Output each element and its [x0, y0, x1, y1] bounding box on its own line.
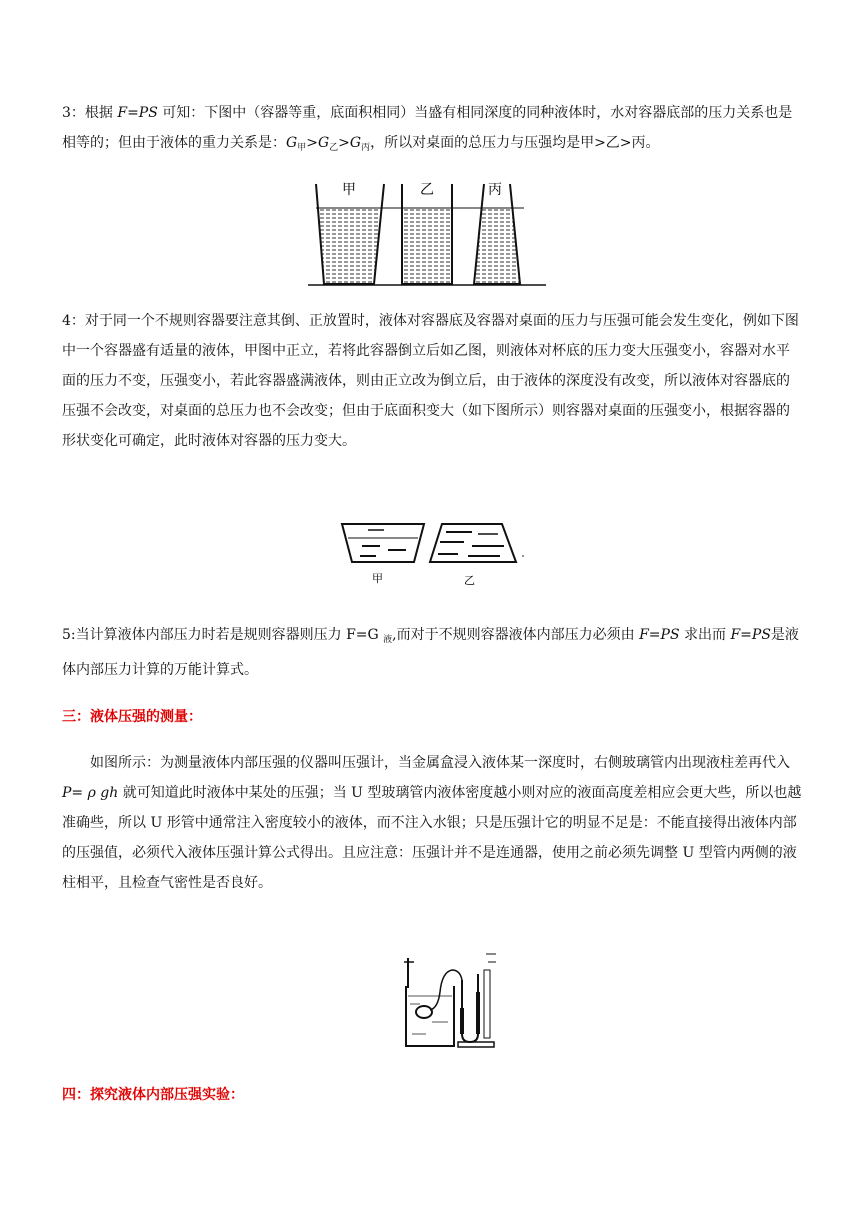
p3-text-a: 可知：下图中（容器等重，底面积相同）当盛有相同深度的同种液体时，水对容器底部的压力关系也是相等的；但由于液体的重力关系是： — [62, 105, 793, 151]
p3-sub1: 甲 — [297, 143, 307, 153]
paragraph-3 — [62, 98, 802, 163]
p3-g2: G — [317, 135, 330, 151]
figure-inverted-container — [340, 516, 530, 588]
liquid-a — [318, 208, 380, 284]
p3-gt2: > — [338, 135, 350, 151]
p5-formula-1: F=PS — [639, 627, 680, 643]
p3-g1: G — [286, 135, 298, 151]
p5-formula-2: F=PS — [730, 627, 771, 643]
gauge-base — [458, 1042, 494, 1047]
paragraph-5 — [62, 620, 802, 685]
p3-text-b: ，所以对桌面的总压力与压强均是甲>乙>丙。 — [370, 135, 660, 151]
figure-containers — [308, 176, 548, 288]
liquid-b — [402, 208, 452, 284]
p6-formula: P= ρ gh — [62, 785, 119, 801]
p3-gt1: > — [306, 135, 318, 151]
label-jia: 甲 — [342, 182, 356, 198]
p5-tail: 是液体内部压力计算的万能计算式。 — [62, 627, 799, 678]
p3-lead: 3：根据 — [62, 105, 118, 121]
p3-formula: F=PS — [117, 105, 158, 121]
label-bing: 丙 — [488, 182, 502, 198]
metal-probe — [416, 1006, 432, 1018]
p5-mid2: 求出而 — [679, 627, 731, 643]
p5-lead: 5:当计算液体内部压力时若是规则容器则压力 F=G — [62, 627, 384, 643]
paragraph-4: 4：对于同一个不规则容器要注意其倒、正放置时，液体对容器底及容器对桌面的压力与压强可能会发生变化，例如下图中一个容器盛有适量的液体，甲图中正立，若将此容器倒立后如乙图，则液体对杯底的压力变大压强变小，容器对水平面的压力不变，压强变小，若此容器盛满液体，则由正立改为倒立后，由于液体的深度没有改变，所以液体对容器底的压强不会改变，对桌面的总压力也不会改变；但由于底面积变大（如下图所示）则容器对桌面的压强变小，根据容器的形状变化可确定，此时液体对容器的压力变大。 — [62, 313, 799, 449]
paragraph-6 — [62, 748, 802, 898]
section-heading-4: 四：探究液体内部压强实验： — [62, 1087, 244, 1103]
scale-board — [484, 970, 490, 1038]
label-yi-2: 乙 — [464, 574, 475, 587]
p5-sub: 液 — [383, 635, 393, 645]
section-heading-3: 三：液体压强的测量： — [62, 709, 202, 725]
containers-diagram — [308, 176, 548, 288]
u-tube — [462, 974, 478, 1042]
p3-g3: G — [349, 135, 362, 151]
label-yi: 乙 — [420, 182, 434, 198]
inverted-container-diagram — [340, 516, 530, 588]
pressure-gauge-diagram — [402, 952, 502, 1050]
p6-text-b: 就可知道此时液体中某处的压强；当 U 型玻璃管内液体密度越小则对应的液面高度差相应会更大些，所以也越准确些，所以 U 形管中通常注入密度较小的液体，而不注入水银；只是压强计它的明显不足是：不能直接得出液体内部的压强值，必须代入液体压强计算公式得出。且应注意：压强计并不是连通器，使用之前必须先调整 U 型管内两侧的液柱相平，且检查气密性是否良好。 — [62, 785, 802, 891]
p3-sub2: 乙 — [329, 143, 339, 153]
p3-sub3: 丙 — [361, 143, 371, 153]
p6-text-a: 如图所示：为测量液体内部压强的仪器叫压强计，当金属盒浸入液体某一深度时，右侧玻璃管内出现液柱差再代入 — [90, 755, 790, 771]
figure-pressure-gauge — [402, 952, 502, 1050]
p5-mid: ,而对于不规则容器液体内部压力必须由 — [392, 627, 640, 643]
rubber-tube — [430, 970, 462, 1010]
label-jia-2: 甲 — [372, 572, 383, 585]
